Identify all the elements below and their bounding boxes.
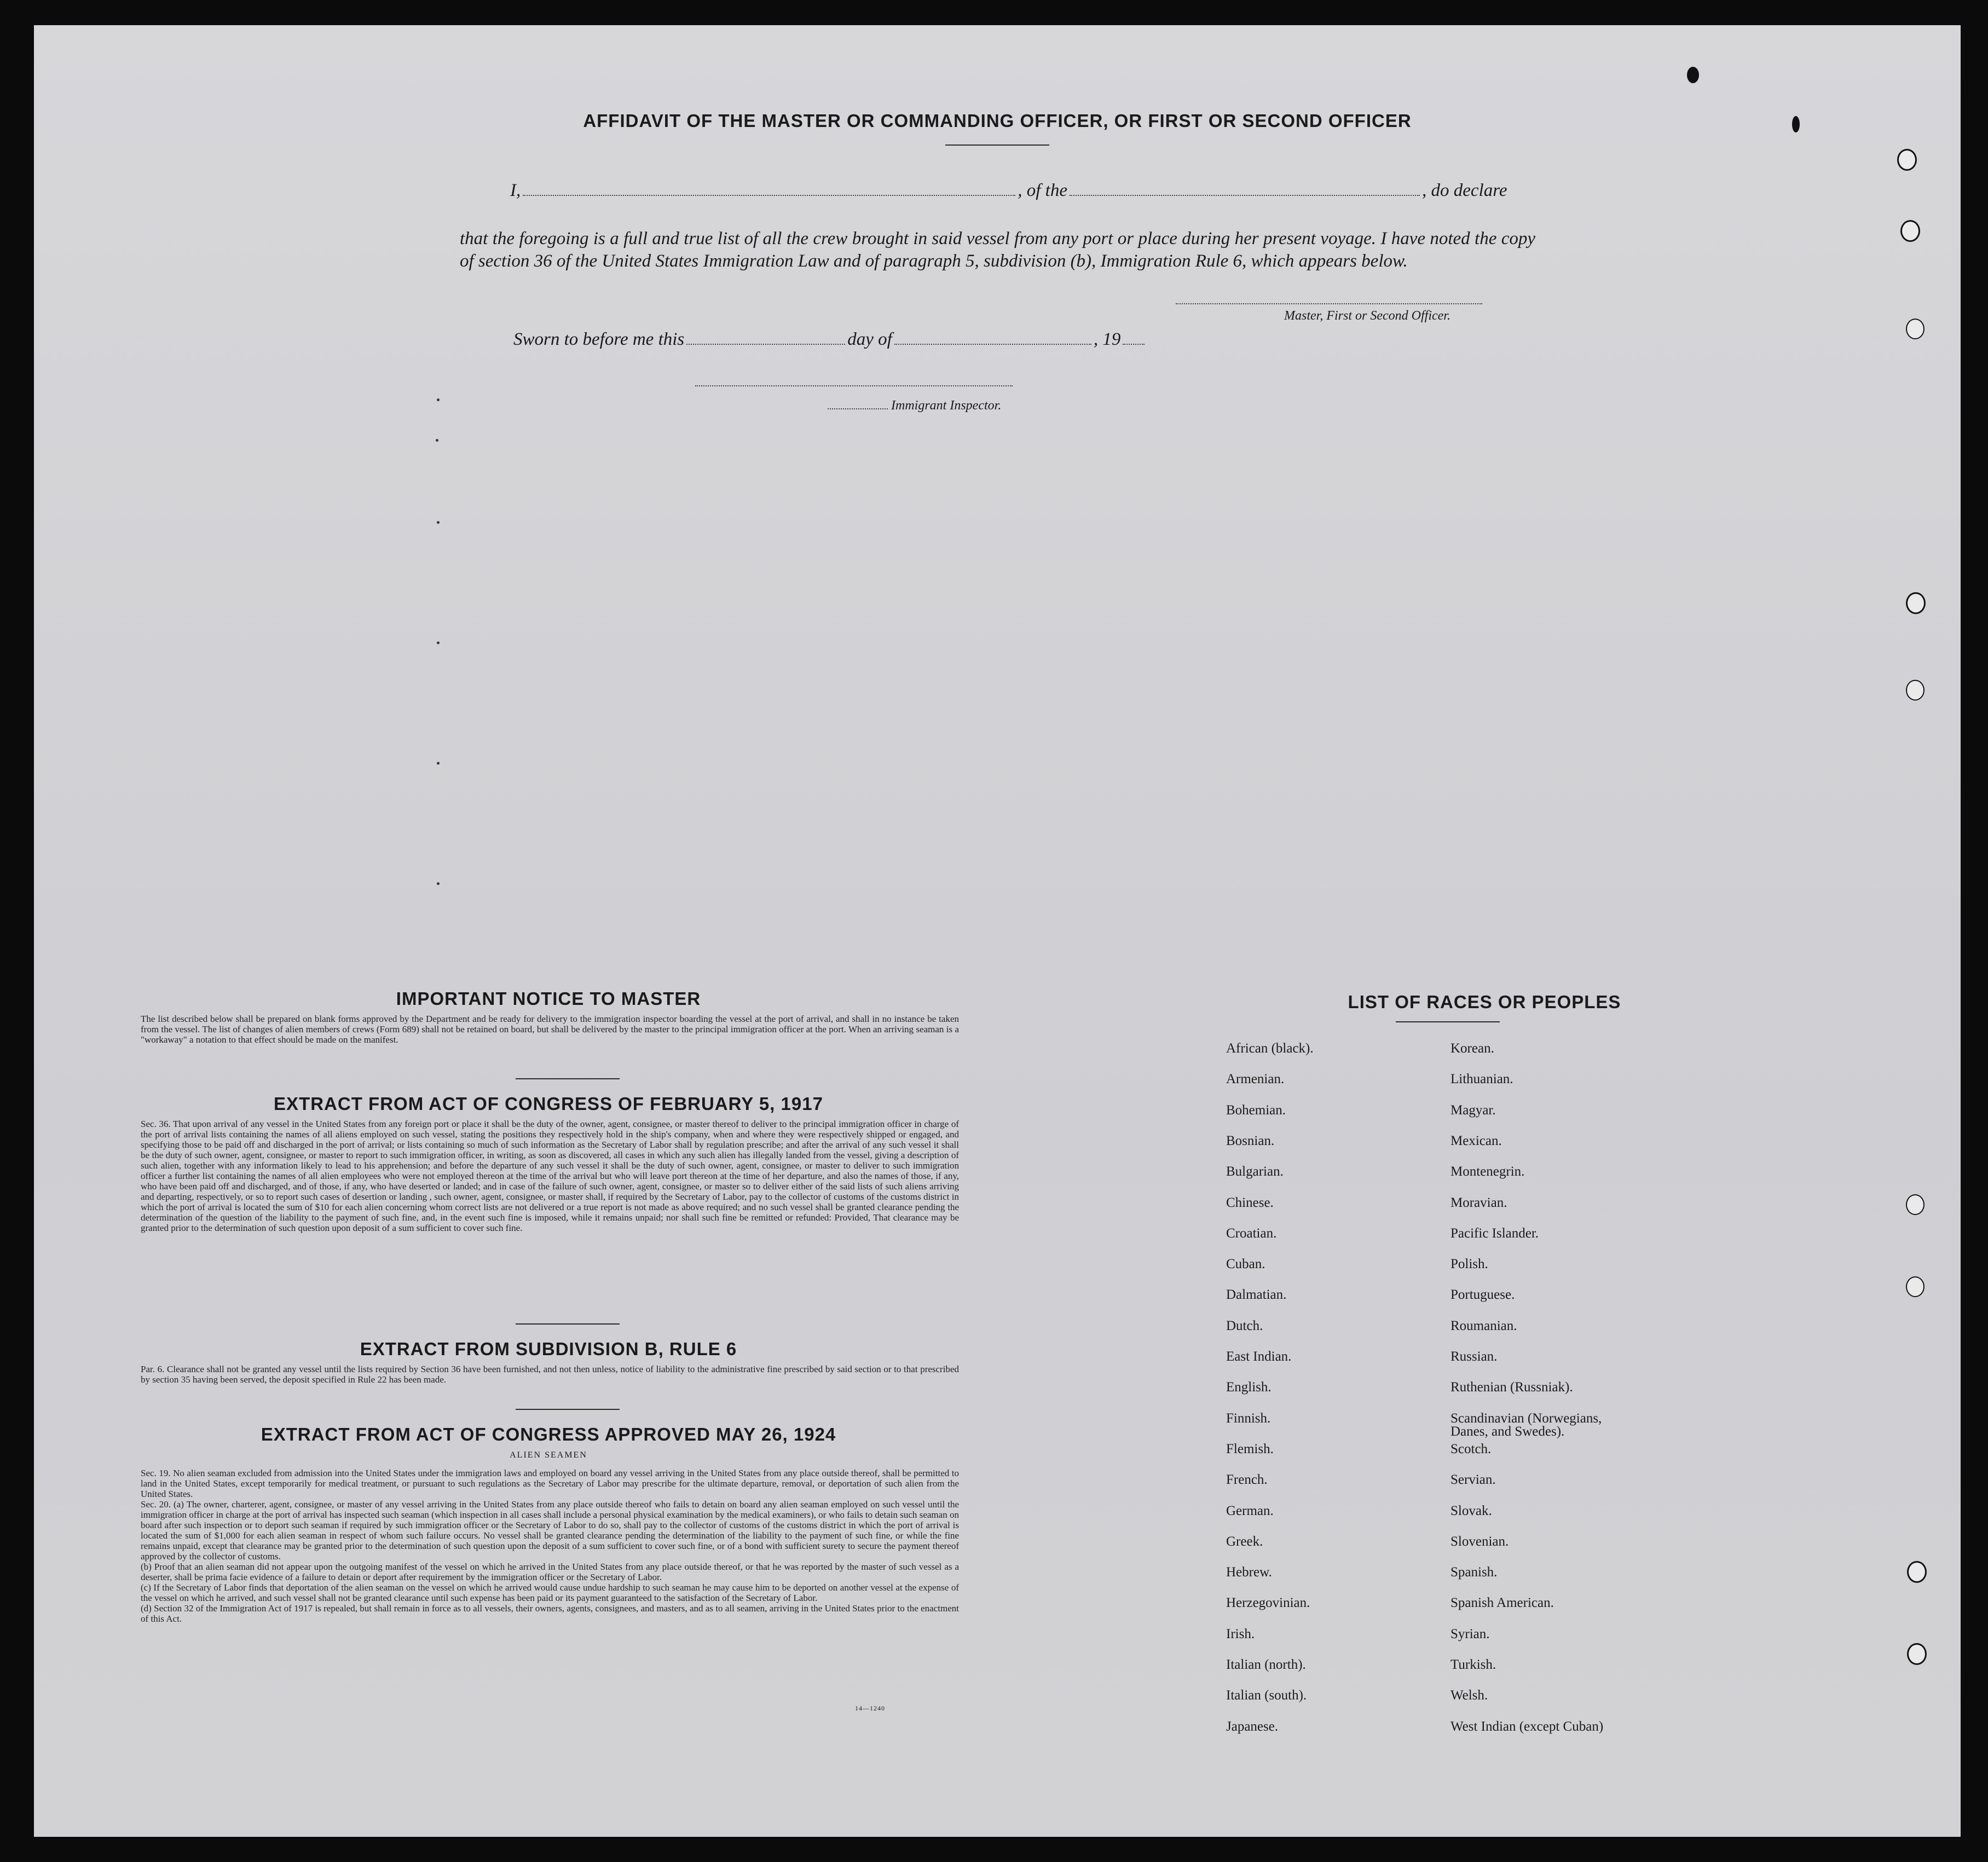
- inspector-signature-line: [695, 385, 1013, 386]
- race-item: Dutch.: [1226, 1319, 1263, 1333]
- form-number: 14—1240: [855, 1704, 885, 1712]
- races-divider: [1396, 1021, 1500, 1022]
- race-item: Moravian.: [1450, 1195, 1507, 1210]
- inspector-lead-dots: [828, 406, 888, 409]
- race-item: Irish.: [1226, 1627, 1255, 1641]
- sworn-year-blank: [1123, 342, 1145, 345]
- race-item: Servian.: [1450, 1472, 1496, 1487]
- master-signature-line: [1176, 303, 1482, 304]
- race-item: Greek.: [1226, 1534, 1263, 1549]
- race-item: Ruthenian (Russniak).: [1450, 1380, 1573, 1395]
- race-item: Welsh.: [1450, 1688, 1488, 1703]
- punch-hole: [1906, 680, 1925, 701]
- punch-hole: [1906, 1276, 1925, 1297]
- race-item: Magyar.: [1450, 1103, 1496, 1118]
- race-item: Slovenian.: [1450, 1534, 1509, 1549]
- notice-title: IMPORTANT NOTICE TO MASTER: [396, 988, 701, 1009]
- notice-body: The list described below shall be prepared on blank forms approved by the Department and be ready for delivery to the immigration inspector boarding the vessel at the port of arrival, and shall in no instance be taken from the vessel. The list of changes of alien members of crews (Form 689) shall not be retained on board, but shall be delivered by the master to the principal immigration officer at the port. When an arriving seaman is a "workaway" a notation to that effect should be made on the manifest.: [141, 1014, 959, 1045]
- affidavit-statement: that the foregoing is a full and true list of all the crew brought in said vessel from any port or place during her present voyage. I have noted the copy of section 36 of the United States Immigration Law and of paragraph 5, subdivision (b), Immigration Rule 6, which appears below.: [460, 229, 1535, 271]
- sec-20c: (c) If the Secretary of Labor finds that deportation of the alien seaman on the vessel on which he arrived would cause undue hardship to such seaman he may cause him to be deported on another vessel at the expense of the vessel on which he arrived, and such vessel shall not be granted clearance until such expense has been paid or its payment guaranteed to the satisfaction of the Secretary of Labor.: [141, 1582, 959, 1603]
- race-item: Herzegovinian.: [1226, 1595, 1310, 1610]
- race-item: East Indian.: [1226, 1349, 1292, 1364]
- race-item: Pacific Islander.: [1450, 1226, 1539, 1241]
- punch-hole: [1897, 149, 1917, 171]
- punch-hole: [1906, 319, 1925, 339]
- sworn-month-blank: [894, 342, 1091, 345]
- race-item: Polish.: [1450, 1257, 1488, 1271]
- race-item: English.: [1226, 1380, 1272, 1395]
- affidavit-title: AFFIDAVIT OF THE MASTER OR COMMANDING OFFICER, OR FIRST OR SECOND OFFICER: [583, 111, 1412, 131]
- affidavit-i: I,: [510, 181, 521, 200]
- sec-20d: (d) Section 32 of the Immigration Act of 1917 is repealed, but shall remain in force as to all vessels, their owners, agents, consignees, and masters, and as to all seamen, arriving in the United States prior to the enactment of this Act.: [141, 1603, 959, 1624]
- affidavit-of-the: , of the: [1018, 181, 1067, 200]
- punch-hole: [1906, 1194, 1925, 1215]
- extract-1917-title: EXTRACT FROM ACT OF CONGRESS OF FEBRUARY 5, 1917: [274, 1094, 823, 1114]
- vessel-blank: [1070, 193, 1420, 196]
- race-item: Turkish.: [1450, 1657, 1496, 1672]
- races-title: LIST OF RACES OR PEOPLES: [1348, 992, 1621, 1012]
- notice-divider: [516, 1078, 620, 1079]
- race-item: Korean.: [1450, 1041, 1494, 1056]
- race-item: Scandinavian (Norwegians,: [1450, 1411, 1602, 1426]
- race-item: Scotch.: [1450, 1442, 1492, 1456]
- sec-20b: (b) Proof that an alien seaman did not appear upon the outgoing manifest of the vessel on which he arrived in the United States from any place outside thereof, or that he was reported by the master of such vessel as a deserter, shall be prima facie evidence of a failure to detain or deport after requirement by the immigration officer or the Secretary of Labor.: [141, 1562, 959, 1582]
- margin-speck: [437, 521, 440, 524]
- alien-seamen-subtitle: ALIEN SEAMEN: [510, 1450, 587, 1460]
- sworn-day-blank: [686, 342, 845, 345]
- race-item: Japanese.: [1226, 1719, 1279, 1734]
- race-item: Bosnian.: [1226, 1134, 1275, 1148]
- race-item: Spanish.: [1450, 1565, 1498, 1580]
- extract-1917-divider: [516, 1323, 620, 1325]
- rule6-title: EXTRACT FROM SUBDIVISION B, RULE 6: [360, 1339, 737, 1359]
- race-item: Croatian.: [1226, 1226, 1277, 1241]
- race-item: Portuguese.: [1450, 1287, 1515, 1302]
- extract-1924-title: EXTRACT FROM ACT OF CONGRESS APPROVED MAY 26, 1924: [261, 1424, 836, 1444]
- rule6-divider: [516, 1409, 620, 1410]
- race-item: French.: [1226, 1472, 1268, 1487]
- race-item: Armenian.: [1226, 1072, 1285, 1086]
- race-item: Cuban.: [1226, 1257, 1265, 1271]
- race-item: Bohemian.: [1226, 1103, 1286, 1118]
- extract-1924-body: [141, 1468, 959, 1624]
- sworn-line: [513, 329, 1147, 350]
- race-item: Bulgarian.: [1226, 1164, 1284, 1179]
- race-item: Lithuanian.: [1450, 1072, 1513, 1086]
- rule6-body: Par. 6. Clearance shall not be granted any vessel until the lists required by Section 36 have been furnished, and not then unless, notice of liability to the administrative fine prescribed by said section or to that prescribed by section 35 having been served, the deposit specified in Rule 22 has been made.: [141, 1364, 959, 1385]
- race-item: Hebrew.: [1226, 1565, 1272, 1580]
- punch-hole-mark: [1792, 116, 1800, 132]
- affidavit-declaration-line: [510, 181, 1507, 201]
- margin-speck: [437, 398, 440, 401]
- race-item: Russian.: [1450, 1349, 1498, 1364]
- race-item: Mexican.: [1450, 1134, 1502, 1148]
- margin-speck: [437, 641, 440, 644]
- title-divider: [945, 144, 1049, 146]
- race-item: West Indian (except Cuban): [1450, 1719, 1604, 1734]
- race-item: Finnish.: [1226, 1411, 1271, 1426]
- name-blank: [523, 193, 1015, 196]
- race-item: Chinese.: [1226, 1195, 1274, 1210]
- sworn-year-prefix: , 19: [1093, 329, 1121, 349]
- punch-hole-mark: [1687, 67, 1699, 83]
- race-item: Italian (north).: [1226, 1657, 1306, 1672]
- master-signature-label: Master, First or Second Officer.: [1284, 309, 1450, 323]
- sec-19: Sec. 19. No alien seaman excluded from admission into the United States under the immigration laws and employed on board any vessel arriving in the United States from any place outside thereof, shall be permitted to land in the United States, except temporarily for medical treatment, or pursuant to such regulations as the Secretary of Labor may prescribe for the ultimate departure, removal, or deportation of such alien from the United States.: [141, 1468, 959, 1499]
- race-item: German.: [1226, 1504, 1274, 1518]
- extract-1917-body: Sec. 36. That upon arrival of any vessel in the United States from any foreign port or place it shall be the duty of the owner, agent, consignee, or master thereof to deliver to the principal immigration officer in charge of the port of arrival lists containing the names of all aliens employed on such vessel, stating the positions they respectively hold in the ship's company, when and where they were respectively shipped or engaged, and specifying those to be paid off and discharged in the port of arrival; or lists containing so much of such information as the Secretary of Labor shall by regulation prescribe; and after the arrival of any such vessel it shall be the duty of such owner, agent, consignee, or master to report to such immigration officer, in writing, as soon as discovered, all cases in which any such alien has illegally landed from the vessel, giving a description of such alien, together with any information likely to lead to his apprehension; and before the departure of any such vessel it shall be the duty of such owner, agent, consignee, or master to deliver to such immigration officer a further list containing the names of all alien employees who were not employed thereon at the time of the arrival but who will leave port thereon at the time of her departure, and also the names of those, if any, who have been paid off and discharged, and of those, if any, who have deserted or landed; and in case of the failure of such owner, agent, consignee, or master so to deliver either of the said lists of such aliens arriving and departing, respectively, or so to report such cases of desertion or landing , such owner, agent, consignee, or master shall, if required by the Secretary of Labor, pay to the collector of customs of the customs district in which the port of arrival is located the sum of $10 for each alien concerning whom correct lists are not delivered or a true report is not made as above required; and no such vessel shall be granted clearance pending the determination of the question of the liability to the payment of such fine, and, in the event such fine is imposed, while it remains unpaid; nor shall such fine be remitted or refunded: Provided, That clearance may be granted prior to the determination of such question upon deposit of a sum sufficient to cover such fine.: [141, 1119, 959, 1233]
- race-item: Italian (south).: [1226, 1688, 1307, 1703]
- race-continuation: Danes, and Swedes).: [1450, 1424, 1565, 1439]
- affidavit-declare: , do declare: [1421, 181, 1507, 200]
- margin-speck: [436, 439, 438, 442]
- race-item: Roumanian.: [1450, 1319, 1517, 1333]
- margin-speck: [437, 762, 440, 765]
- race-item: Slovak.: [1450, 1504, 1492, 1518]
- punch-hole: [1906, 592, 1926, 614]
- margin-speck: [437, 882, 440, 885]
- inspector-label-text: Immigrant Inspector.: [891, 398, 1002, 413]
- race-item: Dalmatian.: [1226, 1287, 1287, 1302]
- race-item: African (black).: [1226, 1041, 1314, 1056]
- race-item: Syrian.: [1450, 1627, 1490, 1641]
- sec-20a: Sec. 20. (a) The owner, charterer, agent, consignee, or master of any vessel arriving in the United States from any place outside thereof who fails to detain on board any alien seaman employed on such vessel until the immigration officer in charge at the port of arrival has inspected such seaman (which inspection in all cases shall include a personal physical examination by the medical examiners), or who fails to detain such seaman on board after such inspection or to deport such seaman if required by such immigration officer or the Secretary of Labor to do so, shall pay to the collector of customs of the customs district in which the port of arrival is located the sum of $1,000 for each alien seaman in respect of whom such failure occurs. No vessel shall be granted clearance pending the determination of the liability to the payment of such fine, or while the fine remains unpaid, except that clearance may be granted prior to the determination of such question upon the deposit of a sum sufficient to cover such fine, or of a bond with sufficient surety to secure the payment thereof approved by the collector of customs.: [141, 1499, 959, 1562]
- race-item: Flemish.: [1226, 1442, 1274, 1456]
- punch-hole: [1907, 1643, 1927, 1665]
- punch-hole: [1900, 220, 1920, 242]
- race-item: Montenegrin.: [1450, 1164, 1525, 1179]
- inspector-label: [828, 398, 1001, 413]
- document-page: [34, 25, 1961, 1837]
- sworn-prefix: Sworn to before me this: [513, 329, 685, 349]
- punch-hole: [1907, 1561, 1927, 1583]
- sworn-day-of: day of: [847, 329, 892, 349]
- race-item: Spanish American.: [1450, 1595, 1554, 1610]
